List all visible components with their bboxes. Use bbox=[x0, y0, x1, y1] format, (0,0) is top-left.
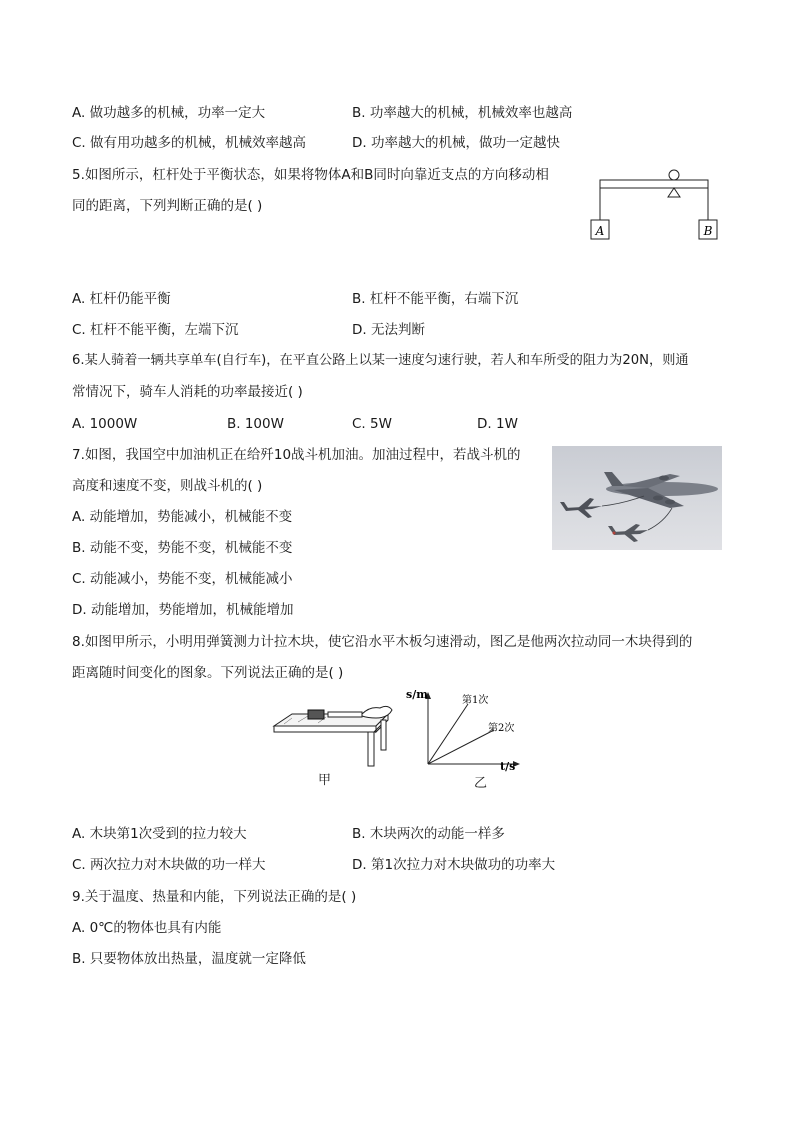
q5-option-d: D. 无法判断 bbox=[352, 322, 425, 338]
lever-diagram bbox=[588, 166, 724, 244]
refueling-photo bbox=[552, 446, 722, 550]
q9-stem-line1: 9.关于温度、热量和内能，下列说法正确的是( ) bbox=[72, 889, 357, 905]
q6-stem-line2: 常情况下，骑车人消耗的功率最接近( ) bbox=[72, 384, 303, 400]
q8-option-c: C. 两次拉力对木块做的功一样大 bbox=[72, 857, 266, 873]
q6-option-a: A. 1000W bbox=[72, 416, 138, 432]
q6-stem-line1: 6.某人骑着一辆共享单车(自行车)，在平直公路上以某一速度匀速行驶，若人和车所受的阻力为20N，则通 bbox=[72, 353, 689, 368]
q4-option-b: B. 功率越大的机械，机械效率也越高 bbox=[352, 105, 573, 121]
q8-stem-line2: 距离随时间变化的图象。下列说法正确的是( ) bbox=[72, 665, 344, 681]
spring-scale bbox=[328, 712, 362, 717]
q8-option-a: A. 木块第1次受到的拉力较大 bbox=[72, 826, 247, 842]
q5-option-c: C. 杠杆不能平衡，左端下沉 bbox=[72, 322, 239, 338]
pivot-circle bbox=[669, 170, 679, 180]
q8-option-b: B. 木块两次的动能一样多 bbox=[352, 826, 505, 842]
q7-option-b: B. 动能不变，势能不变，机械能不变 bbox=[72, 540, 293, 556]
q4-option-d: D. 功率越大的机械，做功一定越快 bbox=[352, 135, 560, 151]
figure-caption-yi: 乙 bbox=[474, 776, 488, 791]
q5-stem-line1: 5.如图所示，杠杆处于平衡状态，如果将物体A和B同时向靠近支点的方向移动相 bbox=[72, 167, 549, 183]
q7-option-c: C. 动能减小，势能不变，机械能减小 bbox=[72, 571, 293, 587]
q5-stem-line2: 同的距离，下列判断正确的是( ) bbox=[72, 198, 263, 214]
line-first-label: 第1次 bbox=[462, 695, 489, 706]
q5-option-a: A. 杠杆仍能平衡 bbox=[72, 291, 171, 307]
figure-caption-jia: 甲 bbox=[318, 773, 332, 788]
y-axis-label: s/m bbox=[406, 688, 428, 701]
distance-time-graph bbox=[400, 686, 530, 772]
q4-option-c: C. 做有用功越多的机械，机械效率越高 bbox=[72, 135, 307, 151]
box-b-label: B bbox=[703, 224, 713, 238]
line-second bbox=[428, 730, 494, 764]
fighter-jet-icon-2 bbox=[608, 524, 648, 542]
q9-option-a: A. 0℃的物体也具有内能 bbox=[72, 920, 222, 936]
box-a-label: A bbox=[595, 224, 605, 238]
q5-option-b: B. 杠杆不能平衡，右端下沉 bbox=[352, 291, 519, 307]
spring-scale-table-figure bbox=[268, 696, 408, 768]
table-leg bbox=[368, 732, 374, 766]
wood-block bbox=[308, 710, 324, 719]
q7-stem-line1: 7.如图，我国空中加油机正在给歼10战斗机加油。加油过程中，若战斗机的 bbox=[72, 447, 521, 463]
q7-option-a: A. 动能增加，势能减小，机械能不变 bbox=[72, 509, 293, 525]
line-first bbox=[428, 704, 468, 764]
q9-option-b: B. 只要物体放出热量，温度就一定降低 bbox=[72, 951, 306, 967]
fulcrum-icon bbox=[668, 188, 680, 197]
q4-option-a: A. 做功越多的机械，功率一定大 bbox=[72, 105, 266, 121]
q6-option-b: B. 100W bbox=[227, 416, 284, 432]
lever-bar bbox=[600, 180, 708, 188]
q8-stem-line1: 8.如图甲所示，小明用弹簧测力计拉木块，使它沿水平木板匀速滑动，图乙是他两次拉动同一木块得到的 bbox=[72, 634, 693, 650]
fighter-jet-icon-1 bbox=[560, 498, 602, 518]
q7-stem-line2: 高度和速度不变，则战斗机的( ) bbox=[72, 478, 263, 494]
q6-option-c: C. 5W bbox=[352, 416, 392, 432]
line-second-label: 第2次 bbox=[488, 723, 515, 734]
x-axis-label: t/s bbox=[500, 760, 516, 772]
q8-option-d: D. 第1次拉力对木块做功的功率大 bbox=[352, 857, 556, 873]
q6-option-d: D. 1W bbox=[477, 416, 518, 432]
q7-option-d: D. 动能增加，势能增加，机械能增加 bbox=[72, 602, 294, 618]
